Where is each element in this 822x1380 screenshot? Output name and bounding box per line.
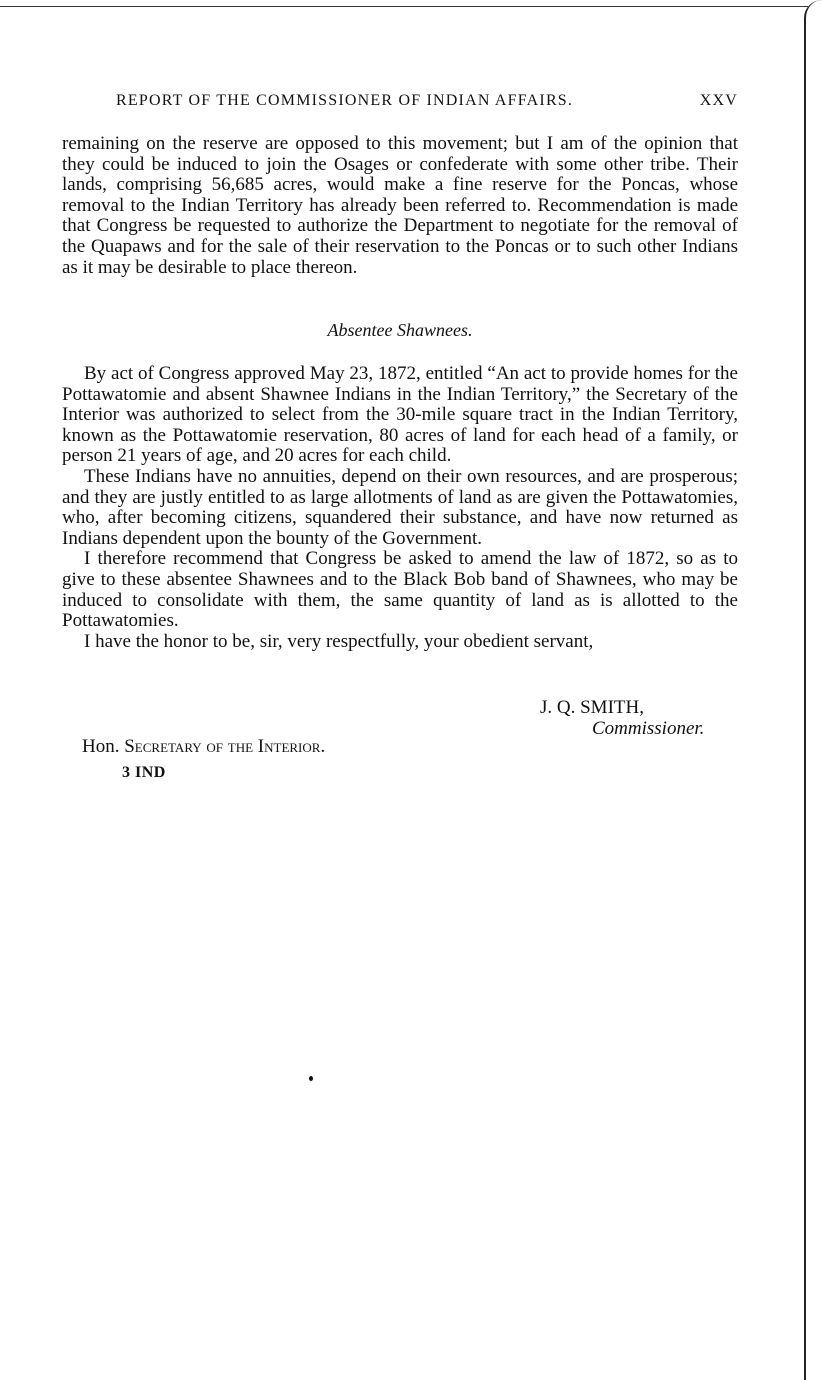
ink-speck [309,1076,313,1081]
addressee [82,736,325,758]
section-heading: Absentee Shawnees. [327,320,473,340]
paragraph-quapaws: remaining on the reserve are opposed to this movement; but I am of the opinion that they could be induced to join the Osages or confederate with some other tribe. Their lands, comprising 56,685 acres, would make a fine reserve for the Poncas, whose removal to the Indian Territory has already been referred to. Recommendation is made that Congress be requested to authorize the Department to negotiate for the removal of the Quapaws and for the sale of their reservation to the Poncas or to such other Indians as it may be desirable to place thereon. [62,133,738,278]
paragraph-act-of-congress: By act of Congress approved May 23, 1872, entitled “An act to provide homes for the Pottawatomie and absent Shawnee Indians in the Indian Territory,” the Secretary of the Interior was authorized to select from the 30-mile square tract in the Indian Territory, known as the Pottawatomie reservation, 80 acres of land for each head of a family, or person 21 years of age, and 20 acres for each child. [62,363,738,467]
page-number: XXV [699,92,738,109]
printer-signature-mark: 3 IND [122,764,166,781]
paragraph-recommendation: I therefore recommend that Congress be asked to amend the law of 1872, so as to give to these absentee Shawnees and to the Black Bob band of Shawnees, who may be induced to consolidate with them, the same quantity of land as is allotted to the Pottawatomies. [62,548,738,632]
paragraph-indians-prosperous: These Indians have no annuities, depend on their own resources, and are prosperous; and they are justly entitled to as large allotments of land as are given the Pottawatomies, who, after becoming citizens, squandered their substance, and have now returned as Indians dependent upon the bounty of the Government. [62,465,738,549]
text-block-shawnees [62,364,738,652]
text-block-quapaws [62,134,738,278]
page-top-edge [0,0,808,7]
page-right-edge [804,0,822,1380]
running-head [116,92,738,110]
signature-name: J. Q. SMITH, [540,697,644,718]
addressee-name: Secretary of the Interior. [124,736,326,757]
addressee-prefix: Hon. [82,736,120,757]
paragraph-closing: I have the honor to be, sir, very respectfully, your obedient servant, [84,630,594,652]
signature-title: Commissioner. [592,718,705,739]
running-title: REPORT OF THE COMMISSIONER OF INDIAN AFFAIRS. [116,92,574,109]
